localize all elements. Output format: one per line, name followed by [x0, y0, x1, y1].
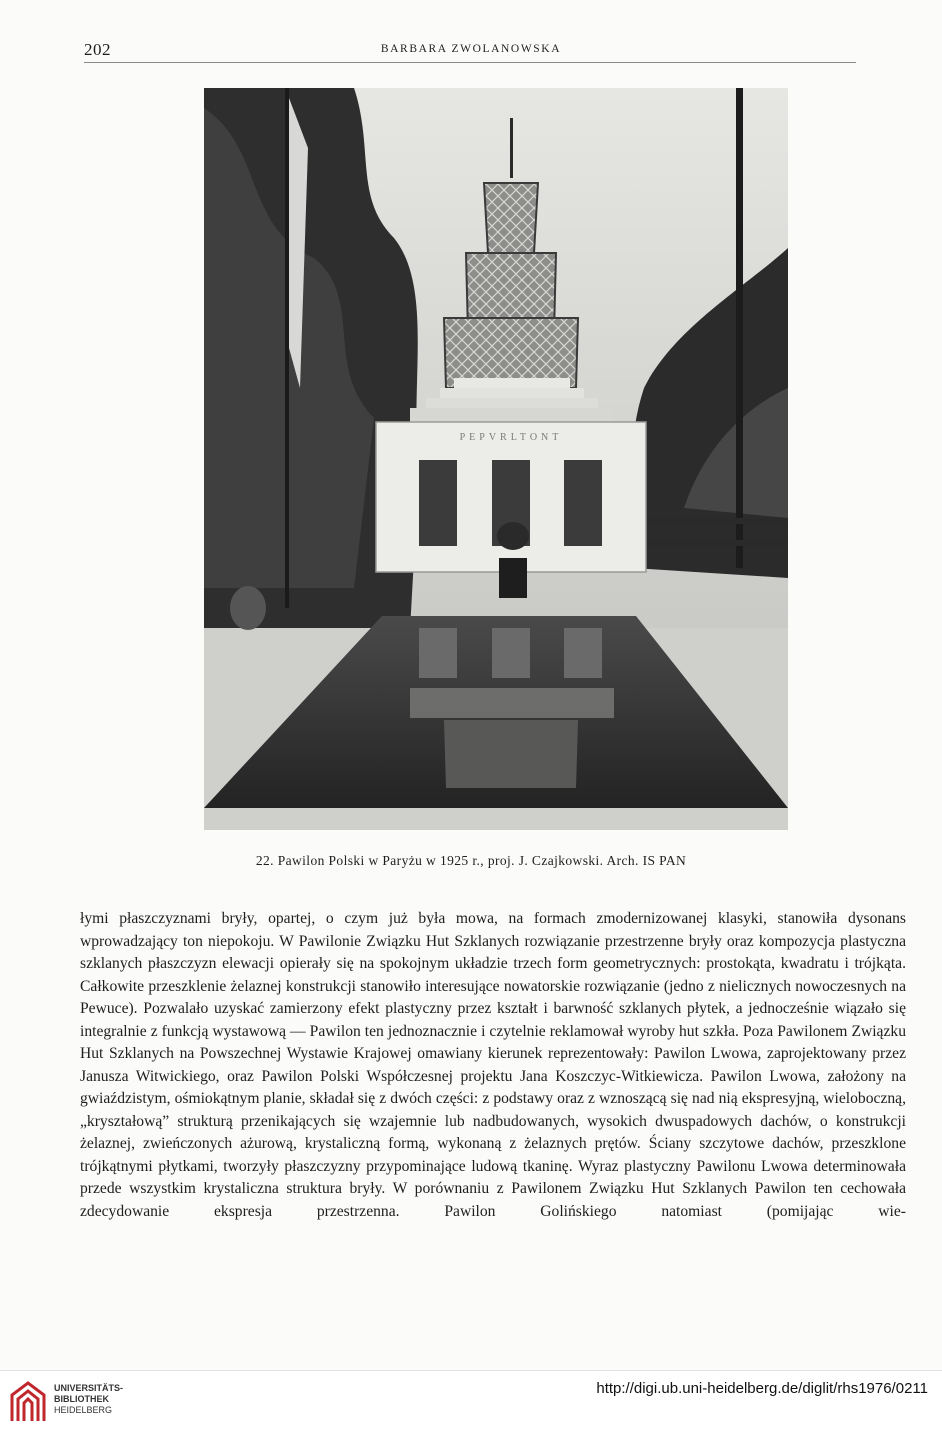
source-url-link[interactable]: http://digi.ub.uni-heidelberg.de/diglit/rhs1976/0211	[596, 1380, 928, 1397]
logo-line-3: HEIDELBERG	[54, 1405, 113, 1415]
photograph	[204, 88, 788, 830]
figure-caption: 22. Pawilon Polski w Paryżu w 1925 r., proj. J. Czajkowski. Arch. IS PAN	[255, 853, 687, 868]
logo-line-1: UNIVERSITÄTS-	[54, 1383, 124, 1393]
logo-line-2: BIBLIOTHEK	[54, 1394, 109, 1404]
running-head: BARBARA ZWOLANOWSKA	[380, 43, 562, 55]
page-number: 202	[84, 40, 111, 59]
body-paragraph: łymi płaszczyznami bryły, opartej, o czym już była mowa, na formach zmodernizowanej klasyki, stanowiła dysonans wprowadzający ton niepokoju. W Pawilonie Związku Hut Szklanych rozwiązanie przestrzenne bryły oraz kompozycja plastyczna szklanych płaszczyzn elewacji opierały się na spokojnym układzie trzech form geometrycznych: prostokąta, kwadratu i trójkąta. Całkowite przeszklenie żelaznej konstrukcji stanowiło interesujące nowatorskie rozwiązanie (jedno z nielicznych nowoczesnych na Pewuce). Pozwalało uzyskać zamierzony efekt plastyczny przez kształt i barwność szklanych płytek, a jednocześnie wiązało się integralnie z funkcją wystawową — Pawilon ten jednoznacznie i czytelnie reklamował wyroby hut szkła. Poza Pawilonem Związku Hut Szklanych na Powszechnej Wystawie Krajowej omawiany kierunek reprezentowały: Pawilon Lwowa, zaprojektowany przez Janusza Witwickiego, oraz Pawilon Polski Współczesnej projektu Jana Koszczyc-Witkiewicza. Pawilon Lwowa, założony na gwiaździstym, ośmiokątnym planie, składał się z dwóch części: z podstawy oraz z wznoszącą się nad nią ekspresyjną, wieloboczną, „kryształową” strukturą przenikających się wzajemnie lub nadbudowanych, wysokich dwuspadowych dachów, o konstrukcji żelaznej, zwieńczonych ażurową, krystaliczną formą, wykonaną z żelaznych prętów. Ściany szczytowe dachów, przeszklone trójkątnymi płytkami, tworzyły płaszczyzny przypominające ludową tkaninę. Wyraz plastyczny Pawilonu Lwowa determinowała przede wszystkim krystaliczna struktura bryły. W porównaniu z Pawilonem Związku Hut Szklanych Pawilon ten cechowała zdecydowanie ekspresja przestrzenna. Pawilon Golińskiego natomiast (pomijając wie-	[80, 910, 906, 1220]
pavilion-inscription: PEPVRLTONT	[459, 432, 563, 443]
library-logo-text	[54, 1383, 123, 1416]
footer-bar	[0, 1370, 942, 1433]
header-rule	[84, 62, 856, 63]
library-logo-icon[interactable]	[8, 1379, 48, 1423]
